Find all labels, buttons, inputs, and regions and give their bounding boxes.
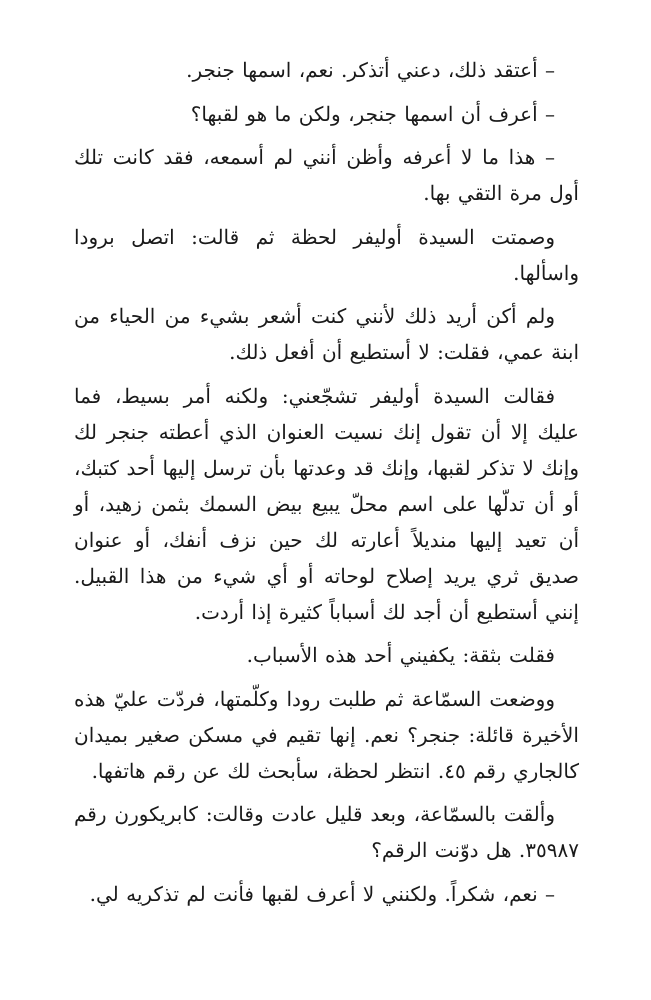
narrative-paragraph: فقالت السيدة أوليفر تشجّعني: ولكنه أمر بسيط، فما عليك إلا أن تقول إنك نسيت العنوان الذي أعطته جنجر لك وإنك لا تذكر لقبها، وإنك قد وعدتها بأن ترسل إليها أحد كتبك، أو أن تدلّها على اسم محلّ يبيع بيض السمك بثمن زهيد، أو أن تعيد إليها منديلاً أعارته لك حين نزف أنفك، أو عنوان صديق ثري يريد إصلاح لوحاته أو أي شيء من هذا القبيل. إنني أستطيع أن أجد لك أسباباً كثيرة إذا أردت. (74, 383, 579, 624)
dialogue-paragraph: – نعم، شكراً. ولكنني لا أعرف لقبها فأنت لم تذكريه لي. (89, 881, 555, 906)
narrative-paragraph: ولم أكن أريد ذلك لأنني كنت أشعر بشيء من الحياء من ابنة عمي، فقلت: لا أستطيع أن أفعل ذلك. (74, 304, 579, 364)
narrative-paragraph: وألقت بالسمّاعة، وبعد قليل عادت وقالت: كابريكورن رقم ٣٥٩٨٧. هل دوّنت الرقم؟ (74, 802, 579, 862)
dialogue-paragraph: – أعرف أن اسمها جنجر، ولكن ما هو لقبها؟ (190, 101, 555, 126)
narrative-paragraph: وصمتت السيدة أوليفر لحظة ثم قالت: اتصل برودا واسألها. (74, 224, 579, 285)
dialogue-paragraph: – أعتقد ذلك، دعني أتذكر. نعم، اسمها جنجر. (186, 58, 555, 82)
dialogue-paragraph: – هذا ما لا أعرفه وأظن أنني لم أسمعه، فقد كانت تلك أول مرة التقي بها. (74, 145, 579, 205)
narrative-paragraph: فقلت بثقة: يكفيني أحد هذه الأسباب. (246, 643, 555, 667)
narrative-paragraph: ووضعت السمّاعة ثم طلبت رودا وكلّمتها، فردّت عليّ هذه الأخيرة قائلة: جنجر؟ نعم. إنها تقيم في مسكن صغير بميدان كالجاري رقم ٤٥. انتظر لحظة، سأبحث لك عن رقم هاتفها. (74, 686, 579, 783)
